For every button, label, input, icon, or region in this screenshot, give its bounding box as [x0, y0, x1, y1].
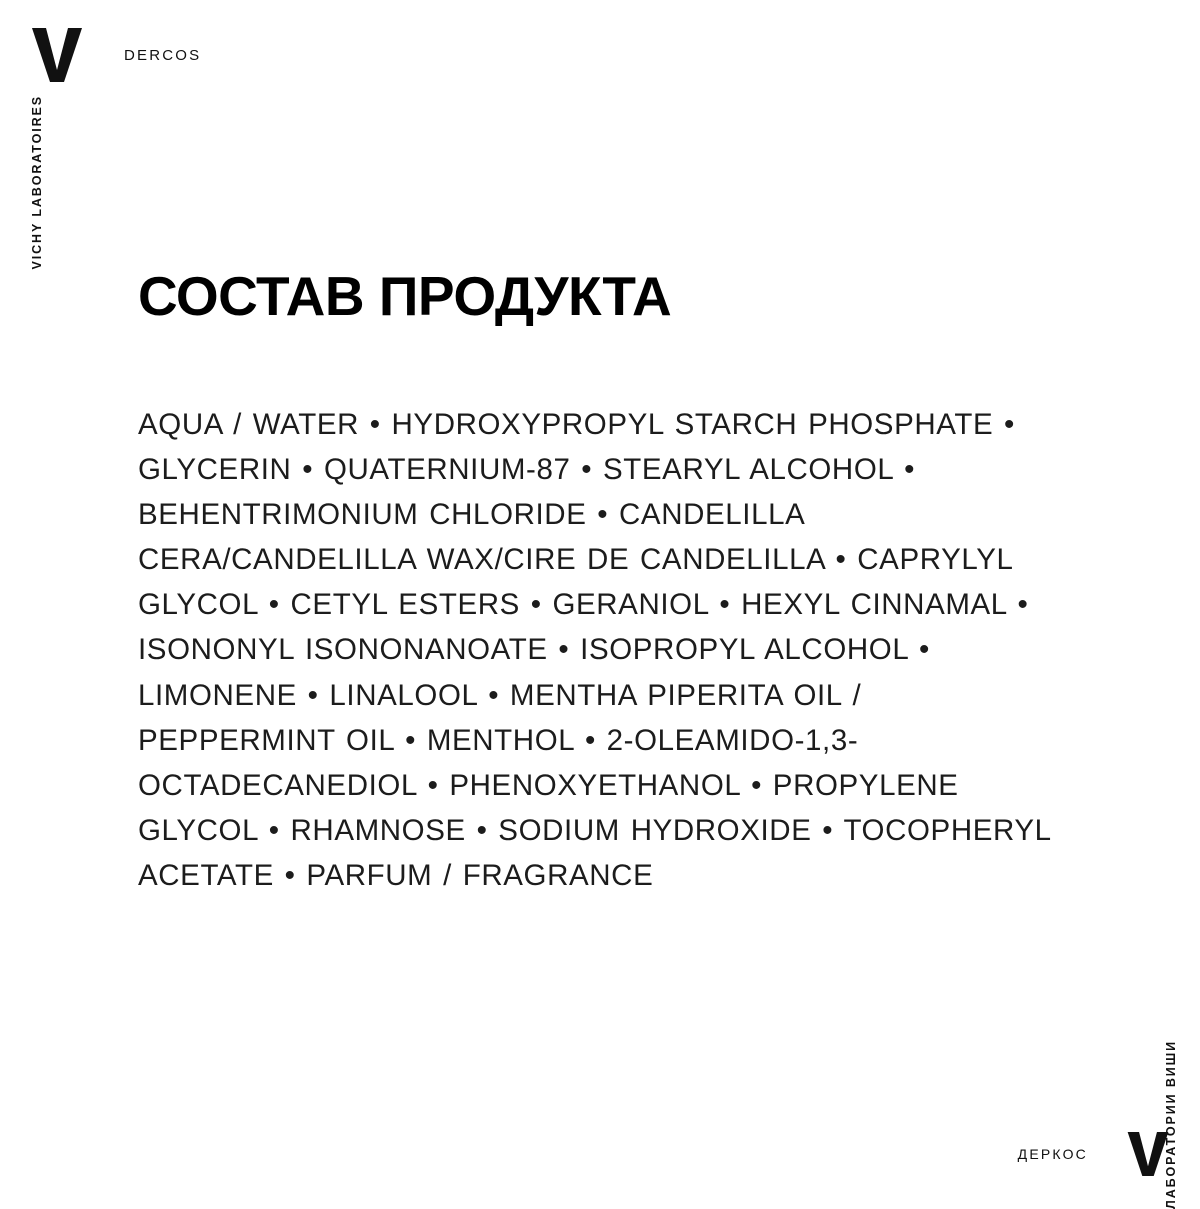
brand-footer	[1018, 1130, 1170, 1178]
brand-header	[30, 26, 201, 84]
vichy-v-logo-icon	[30, 26, 84, 84]
brand-name-dercos: DERCOS	[124, 46, 202, 64]
brand-name-derkos: ДЕРКОС	[1017, 1146, 1088, 1162]
ingredients-text: AQUA / WATER • HYDROXYPROPYL STARCH PHOSPHATE • GLYCERIN • QUATERNIUM-87 • STEARYL ALCOHOL • BEHENTRIMONIUM CHLORIDE • CANDELILLA CERA/CANDELILLA WAX/CIRE DE CANDELILLA • CAPRYLYL GLYCOL • CETYL ESTERS • GERANIOL • HEXYL CINNAMAL • ISONONYL ISONONANOATE • ISOPROPYL ALCOHOL • LIMONENE • LINALOOL • MENTHA PIPERITA OIL / PEPPERMINT OIL • MENTHOL • 2-OLEAMIDO-1,3-OCTADECANEDIOL • PHENOXYETHANOL • PROPYLENE GLYCOL • RHAMNOSE • SODIUM HYDROXIDE • TOCOPHERYL ACETATE • PARFUM / FRAGRANCE	[138, 407, 1051, 892]
page-title: СОСТАВ ПРОДУКТА	[138, 265, 672, 327]
vertical-label-vichy-laboratoires: VICHY LABORATOIRES	[30, 95, 44, 270]
vichy-v-logo-icon-small	[1126, 1130, 1170, 1178]
vertical-label-laboratorii-vishi: ЛАБОРАТОРИИ ВИШИ	[1164, 1040, 1178, 1209]
main-content	[138, 265, 1068, 898]
